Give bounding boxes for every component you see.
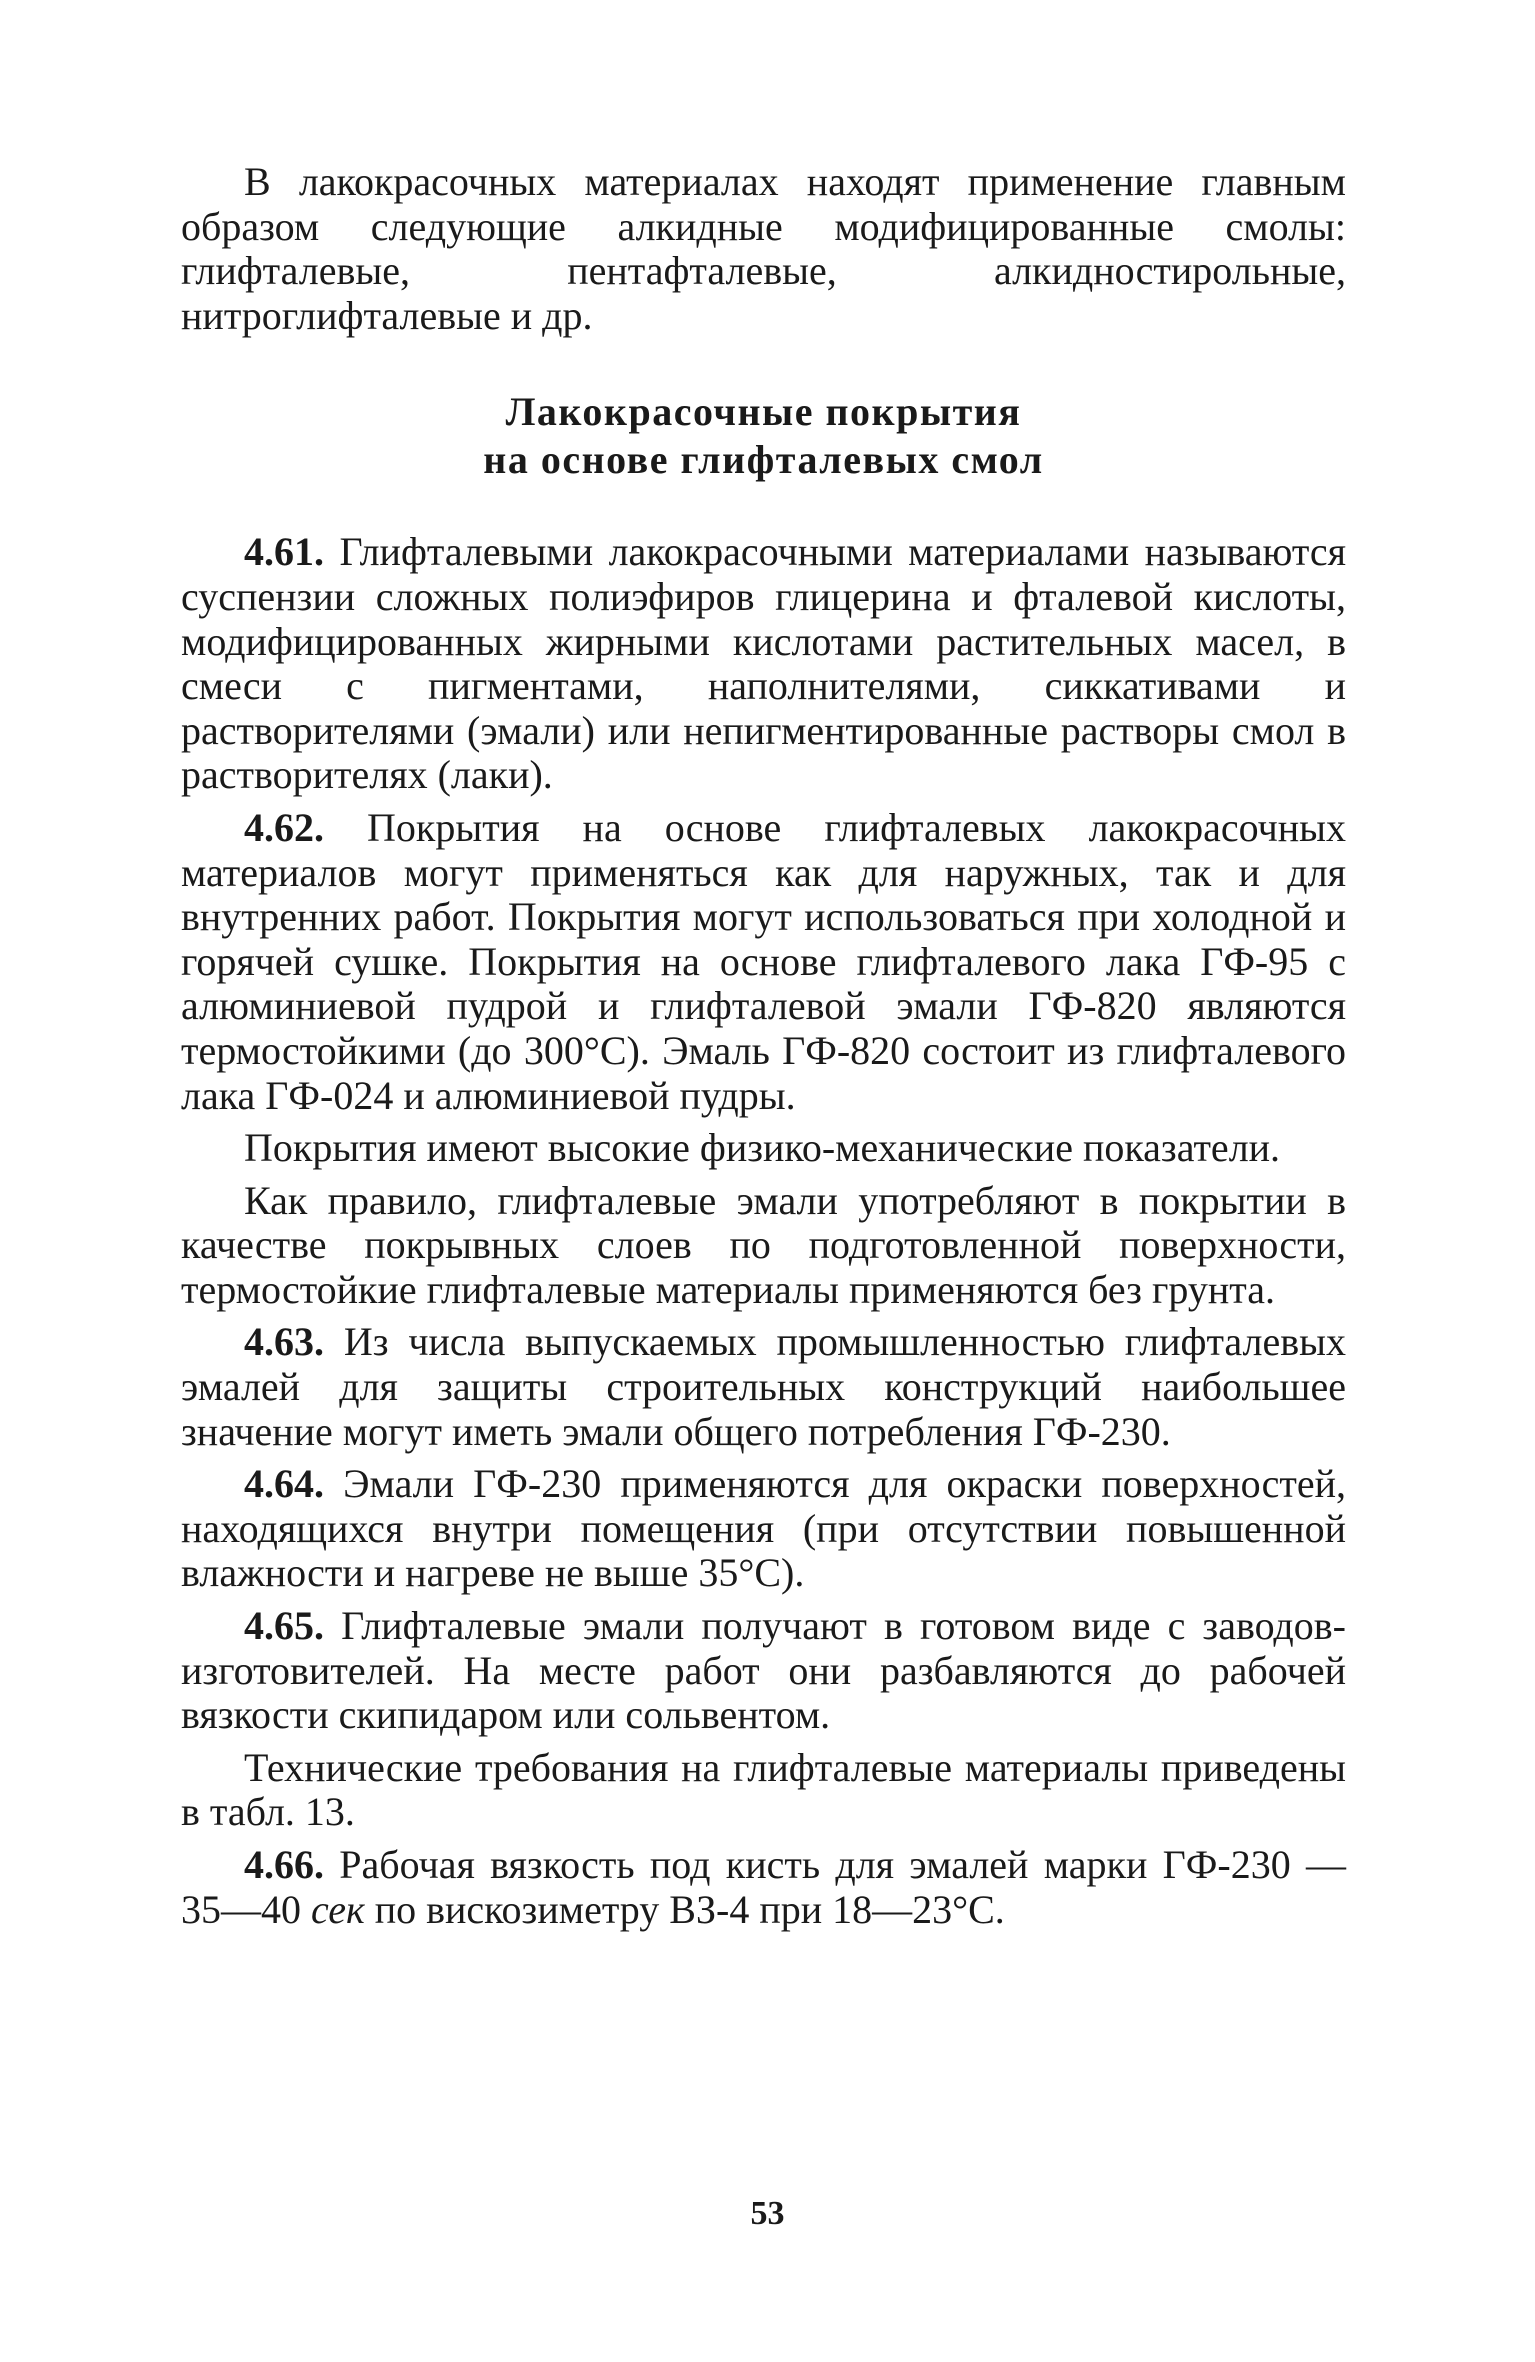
paragraph-4-65-requirements: Технические требования на глифталевые материалы приведены в табл. 13. bbox=[181, 1744, 1346, 1835]
clause-number: 4.63. bbox=[244, 1319, 324, 1365]
clause-text: Эмали ГФ-230 применяются для окраски поверхностей, находящихся внутри помещения (при отсутствии повышенной влажности и нагреве не выше 35°С). bbox=[181, 1461, 1346, 1596]
page-body bbox=[181, 160, 1346, 1932]
clause-number: 4.66. bbox=[244, 1842, 324, 1887]
paragraph-4-65 bbox=[181, 1604, 1346, 1738]
clause-text: Глифталевые эмали получают в готовом виде с заводов-изготовителей. На месте работ они разбавляются до рабочей вязкости скипидаром или сольвентом. bbox=[181, 1603, 1346, 1738]
paragraph-4-62 bbox=[181, 806, 1346, 1118]
heading-line-2: на основе глифталевых смол bbox=[483, 437, 1044, 483]
intro-paragraph: В лакокрасочных материалах находят применение главным образом следующие алкидные модифицированные смолы: глифталевые, пентафталевые, алкидностирольные, нитроглифталевые и др. bbox=[181, 159, 1346, 338]
clause-text: Из числа выпускаемых промышленностью глифталевых эмалей для защиты строительных конструкций наибольшее значение могут иметь эмали общего потребления ГФ-230. bbox=[181, 1319, 1346, 1454]
paragraph-4-62-usage: Как правило, глифталевые эмали употребляют в покрытии в качестве покрывных слоев по подготовленной поверхности, термостойкие глифталевые материалы применяются без грунта. bbox=[181, 1177, 1346, 1312]
paragraph-4-63 bbox=[181, 1320, 1346, 1454]
clause-number: 4.62. bbox=[244, 804, 324, 850]
section-heading bbox=[181, 388, 1346, 484]
paragraph-4-64 bbox=[181, 1462, 1346, 1596]
clause-text: Глифталевыми лакокрасочными материалами называются суспензии сложных полиэфиров глицерина и фталевой кислоты, модифицированных жирными кислотами растительных масел, в смеси с пигментами, наполнителями, сиккативами и растворителями (эмали) или непигментированные растворы смол в растворителях (лаки). bbox=[181, 529, 1346, 798]
paragraph-4-66 bbox=[181, 1843, 1346, 1932]
clause-text: Покрытия на основе глифталевых лакокрасочных материалов могут применяться как для наружных, так и для внутренних работ. Покрытия могут использоваться при холодной и горячей сушке. Покрытия на основе глифталевого лака ГФ-95 с алюминиевой пудрой и глифталевой эмали ГФ-820 являются термостойкими (до 300°С). Эмаль ГФ-820 состоит из глифталевого лака ГФ-024 и алюминиевой пудры. bbox=[181, 804, 1346, 1118]
heading-line-1: Лакокрасочные покрытия bbox=[505, 389, 1022, 435]
clause-number: 4.65. bbox=[244, 1603, 324, 1649]
clause-number: 4.61. bbox=[244, 529, 324, 575]
paragraph-4-62-properties: Покрытия имеют высокие физико-механические показатели. bbox=[244, 1125, 1281, 1171]
clause-text-b: по вискозиметру ВЗ-4 при 18—23°С. bbox=[364, 1886, 1005, 1932]
unit-seconds: сек bbox=[311, 1886, 365, 1932]
clause-number: 4.64. bbox=[244, 1461, 324, 1507]
paragraph-4-61 bbox=[181, 530, 1346, 798]
clause-text-a: Рабочая вязкость под кисть для эмалей марки ГФ-230 — 35—40 bbox=[181, 1842, 1346, 1932]
page-number: 53 bbox=[750, 2195, 785, 2232]
